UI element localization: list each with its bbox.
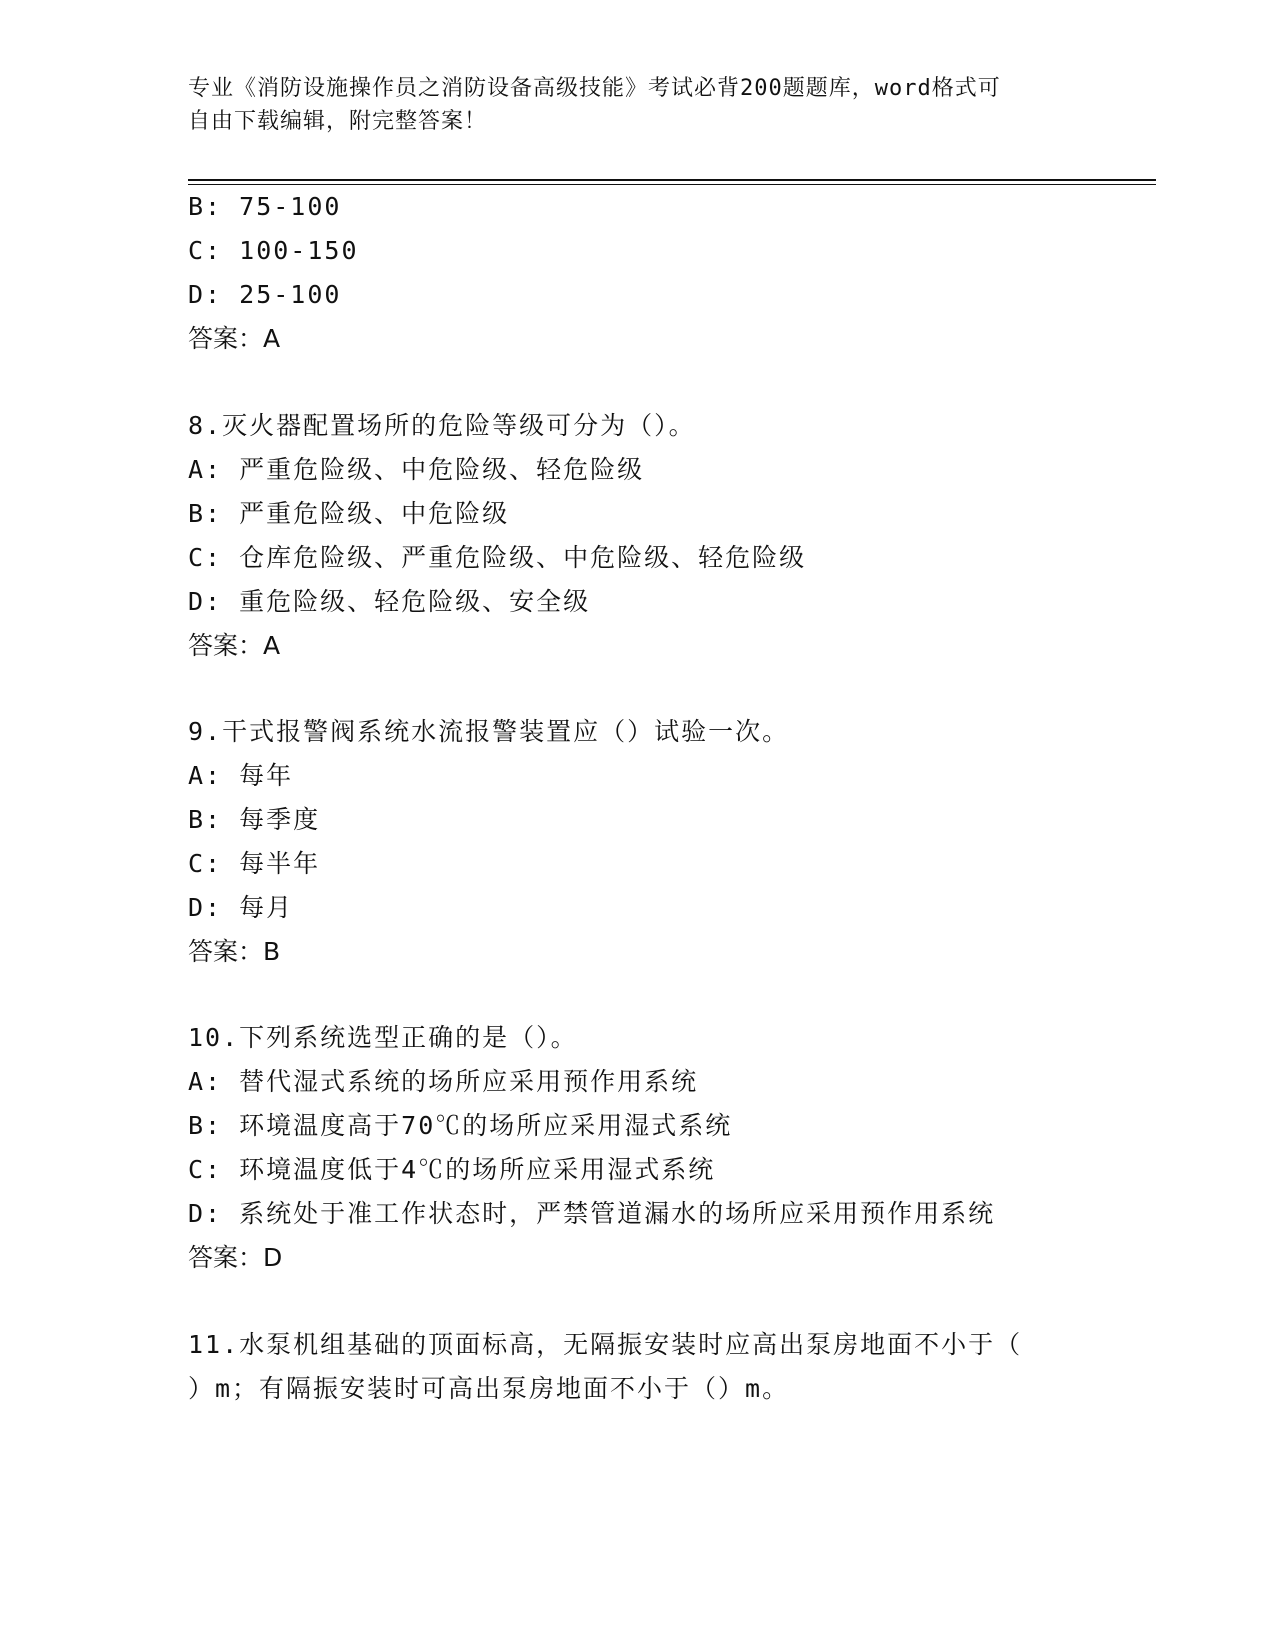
q9-option-d: D: 每月 — [188, 893, 294, 922]
q9-answer: 答案：B — [188, 937, 281, 966]
header-line-1: 专业《消防设施操作员之消防设备高级技能》考试必背200题题库，word格式可 — [188, 76, 1001, 101]
q8-question: 8.灭火器配置场所的危险等级可分为（）。 — [188, 411, 696, 440]
q10-answer: 答案：D — [188, 1243, 283, 1272]
q7-option-c: C: 100-150 — [188, 236, 359, 265]
q7-option-d: D: 25-100 — [188, 280, 342, 309]
header-divider-thick — [188, 179, 1156, 181]
q9-option-c: C: 每半年 — [188, 849, 321, 878]
header-line-2: 自由下载编辑，附完整答案！ — [188, 109, 488, 134]
q10-option-d: D: 系统处于准工作状态时，严禁管道漏水的场所应采用预作用系统 — [188, 1199, 996, 1228]
q7-answer: 答案：A — [188, 324, 281, 353]
header-divider-thin — [188, 184, 1156, 185]
q10-option-b: B: 环境温度高于70℃的场所应采用湿式系统 — [188, 1111, 733, 1140]
document-header — [188, 72, 1088, 138]
q9-question: 9.干式报警阀系统水流报警装置应（）试验一次。 — [188, 717, 790, 746]
q7-option-b: B: 75-100 — [188, 192, 342, 221]
q11-question-line-1: 11.水泵机组基础的顶面标高，无隔振安装时应高出泵房地面不小于（ — [188, 1330, 1023, 1359]
q9-option-b: B: 每季度 — [188, 805, 321, 834]
q8-option-d: D: 重危险级、轻危险级、安全级 — [188, 587, 591, 616]
q9-option-a: A: 每年 — [188, 761, 294, 790]
q8-answer: 答案：A — [188, 631, 281, 660]
q10-option-c: C: 环境温度低于4℃的场所应采用湿式系统 — [188, 1155, 716, 1184]
q8-option-c: C: 仓库危险级、严重危险级、中危险级、轻危险级 — [188, 543, 807, 572]
q10-question: 10.下列系统选型正确的是（）。 — [188, 1023, 578, 1052]
q8-option-b: B: 严重危险级、中危险级 — [188, 499, 510, 528]
q8-option-a: A: 严重危险级、中危险级、轻危险级 — [188, 455, 645, 484]
q11-question-line-2: ）m；有隔振安装时可高出泵房地面不小于（）m。 — [188, 1374, 790, 1403]
q10-option-a: A: 替代湿式系统的场所应采用预作用系统 — [188, 1067, 699, 1096]
